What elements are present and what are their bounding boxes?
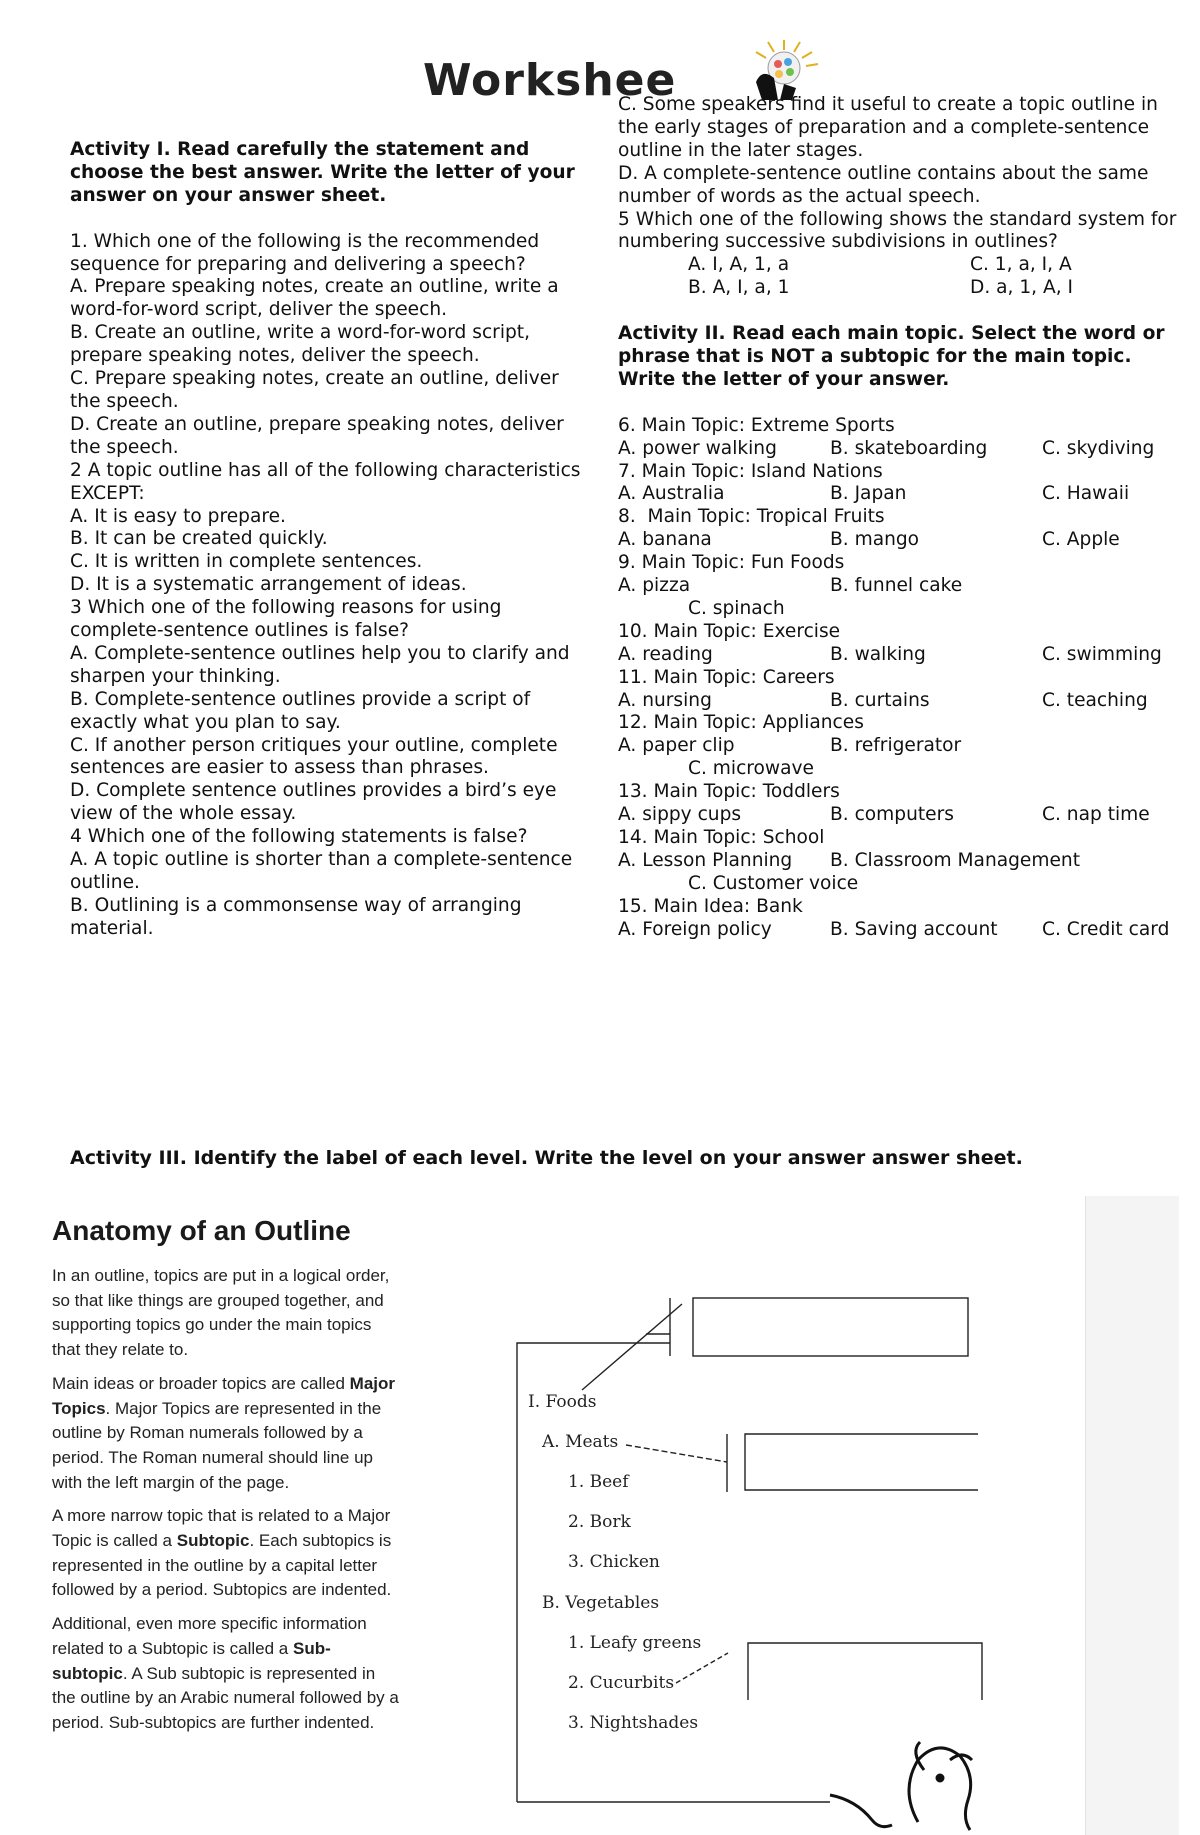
item14-b: B. Classroom Management (830, 849, 1080, 871)
anatomy-p2-post: . Major Topics are represented in the outline by Roman numerals followed by a period. The Roman numeral should line up with the left margin of the page. (52, 1398, 382, 1492)
q1-option-b: B. Create an outline, write a word-for-word script, prepare speaking notes, deliver the speech. (70, 322, 536, 367)
item9-a: A. pizza (618, 575, 691, 597)
outline-item-leafy-greens: 1. Leafy greens (568, 1633, 702, 1653)
item13-topic: 13. Main Topic: Toddlers (618, 781, 840, 803)
activity2-instructions: Activity II. Read each main topic. Select the word or phrase that is NOT a subtopic for the main topic. Write the letter of your answer. (618, 323, 1171, 390)
q4-question: 4 Which one of the following statements is false? (70, 826, 528, 848)
anatomy-p3-pre: A more narrow topic that is related to a Major Topic is called a (52, 1506, 391, 1551)
item12-b: B. refrigerator (830, 735, 962, 757)
item10-topic: 10. Main Topic: Exercise (618, 620, 841, 642)
item7-b: B. Japan (830, 483, 907, 505)
q3-option-d: D. Complete sentence outlines provides a bird’s eye view of the whole essay. (70, 780, 563, 825)
item13-a: A. sippy cups (618, 804, 742, 826)
item13-b: B. computers (830, 804, 954, 826)
item6-topic: 6. Main Topic: Extreme Sports (618, 414, 895, 436)
item10-b: B. walking (830, 643, 926, 665)
outline-item-chicken: 3. Chicken (568, 1552, 660, 1572)
q2-option-c: C. It is written in complete sentences. (70, 551, 423, 573)
q4-option-c: C. Some speakers find it useful to create a topic outline in the early stages of preparation and a complete-sentence outline in the later stages. (618, 94, 1164, 161)
item15-a: A. Foreign policy (618, 918, 772, 940)
q5-option-a: A. I, A, 1, a (688, 254, 790, 276)
q2-option-d: D. It is a systematic arrangement of ideas. (70, 574, 467, 596)
outline-item-beef: 1. Beef (568, 1472, 629, 1492)
anatomy-text (52, 1264, 402, 1745)
item15-c: C. Credit card (1042, 918, 1170, 940)
item9-topic: 9. Main Topic: Fun Foods (618, 552, 845, 574)
outline-diagram (500, 1290, 1080, 1835)
item13-c: C. nap time (1042, 804, 1150, 826)
anatomy-p3-post: . Each subtopics is represented in the outline by a capital letter followed by a period. Subtopics are indented. (52, 1531, 392, 1600)
anatomy-paragraph-4 (52, 1612, 402, 1736)
item11-a: A. nursing (618, 689, 712, 711)
label-box-subsubtopic (748, 1643, 982, 1700)
item12-c: C. microwave (688, 758, 814, 780)
anatomy-p2-pre: Main ideas or broader topics are called (52, 1373, 350, 1393)
q3-option-b: B. Complete-sentence outlines provide a script of exactly what you plan to say. (70, 688, 537, 733)
item8-b: B. mango (830, 529, 920, 551)
q2-question: 2 A topic outline has all of the following characteristics EXCEPT: (70, 459, 587, 504)
anatomy-p4-post: . A Sub subtopic is represented in the outline by an Arabic numeral followed by a period. Sub-subtopics are further indented. (52, 1663, 399, 1732)
q5-option-c: C. 1, a, I, A (970, 254, 1072, 276)
item14-a: A. Lesson Planning (618, 849, 793, 871)
item6-a: A. power walking (618, 437, 777, 459)
q2-option-b: B. It can be created quickly. (70, 528, 328, 550)
item7-topic: 7. Main Topic: Island Nations (618, 460, 883, 482)
q5-question: 5 Which one of the following shows the standard system for numbering successive subdivisions in outlines? (618, 208, 1183, 253)
cartoon-dog-icon (830, 1742, 972, 1830)
item7-a: A. Australia (618, 483, 725, 505)
q1-option-c: C. Prepare speaking notes, create an outline, deliver the speech. (70, 368, 565, 412)
item7-c: C. Hawaii (1042, 483, 1130, 505)
anatomy-paragraph-2 (52, 1372, 402, 1496)
item12-topic: 12. Main Topic: Appliances (618, 712, 864, 734)
anatomy-p3-term: Subtopic (176, 1531, 250, 1551)
connector-line-2 (626, 1445, 727, 1462)
item8-c: C. Apple (1042, 529, 1120, 551)
outline-item-cucurbits: 2. Cucurbits (568, 1673, 675, 1693)
q2-option-a: A. It is easy to prepare. (70, 505, 286, 527)
item15-b: B. Saving account (830, 918, 998, 940)
page-title: Workshee (423, 55, 677, 106)
outline-item-nightshades: 3. Nightshades (568, 1713, 699, 1733)
connector-line-1 (582, 1304, 682, 1390)
side-strip (1085, 1196, 1179, 1835)
q1-question: 1. Which one of the following is the recommended sequence for preparing and delivering a speech? (70, 230, 546, 275)
q4-option-d: D. A complete-sentence outline contains about the same number of words as the actual speech. (618, 162, 1155, 207)
item6-b: B. skateboarding (830, 437, 988, 459)
connector-line-3 (676, 1653, 728, 1683)
activity1-instructions: Activity I. Read carefully the statement and choose the best answer. Write the letter of your answer on your answer sheet. (70, 139, 582, 206)
item12-a: A. paper clip (618, 735, 735, 757)
item8-a: A. banana (618, 529, 712, 551)
label-box-major (693, 1298, 968, 1356)
item11-topic: 11. Main Topic: Careers (618, 666, 835, 688)
q1-option-a: A. Prepare speaking notes, create an outline, write a word-for-word script, deliver the speech. (70, 276, 565, 321)
q3-option-c: C. If another person critiques your outline, complete sentences are easier to assess than phrases. (70, 734, 564, 779)
activity3-instructions: Activity III. Identify the label of each level. Write the level on your answer answer sheet. (70, 1147, 1023, 1169)
q4-option-a: A. A topic outline is shorter than a complete-sentence outline. (70, 849, 579, 893)
outline-major-topic: I. Foods (528, 1392, 597, 1412)
item11-b: B. curtains (830, 689, 930, 711)
item9-b: B. funnel cake (830, 575, 963, 597)
item9-c: C. spinach (688, 597, 785, 619)
item15-topic: 15. Main Idea: Bank (618, 895, 803, 917)
item10-c: C. swimming (1042, 643, 1162, 665)
outline-subtopic-a: A. Meats (542, 1432, 619, 1452)
item14-topic: 14. Main Topic: School (618, 827, 825, 848)
anatomy-title: Anatomy of an Outline (52, 1215, 351, 1246)
q3-option-a: A. Complete-sentence outlines help you to clarify and sharpen your thinking. (70, 642, 576, 687)
anatomy-p2-term: Major Topics (52, 1373, 396, 1418)
outline-item-bork: 2. Bork (568, 1512, 631, 1532)
right-column (618, 94, 1193, 942)
item6-c: C. skydiving (1042, 437, 1155, 459)
q5-option-b: B. A, I, a, 1 (688, 277, 790, 299)
left-column (70, 139, 590, 941)
label-box-subtopic (745, 1434, 978, 1490)
outline-subtopic-b: B. Vegetables (542, 1593, 660, 1613)
item14-c: C. Customer voice (688, 872, 859, 894)
q1-option-d: D. Create an outline, prepare speaking notes, deliver the speech. (70, 413, 570, 458)
anatomy-p4-pre: Additional, even more specific information related to a Subtopic is called a (52, 1614, 367, 1658)
q3-question: 3 Which one of the following reasons for using complete-sentence outlines is false? (70, 597, 508, 642)
anatomy-paragraph-1: In an outline, topics are put in a logical order, so that like things are grouped together, and supporting topics go under the main topics that they relate to. (52, 1266, 390, 1360)
q5-option-d: D. a, 1, A, I (970, 277, 1074, 299)
anatomy-paragraph-3 (52, 1504, 402, 1603)
item10-a: A. reading (618, 643, 713, 665)
item8-topic: 8. Main Topic: Tropical Fruits (618, 506, 885, 528)
anatomy-p4-term: Sub-subtopic (52, 1638, 331, 1683)
item11-c: C. teaching (1042, 689, 1148, 711)
q4-option-b: B. Outlining is a commonsense way of arranging material. (70, 894, 528, 939)
